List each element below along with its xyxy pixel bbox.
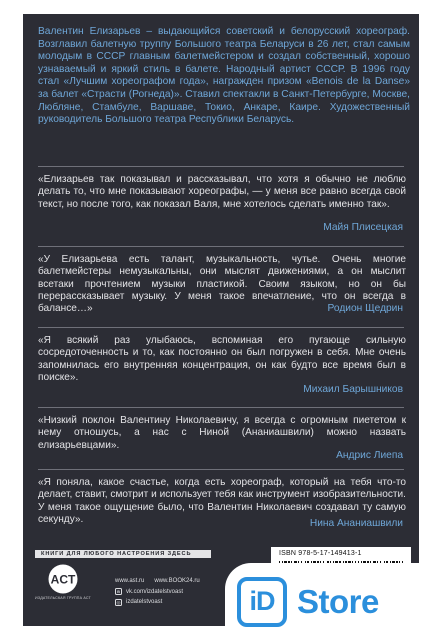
instagram-link[interactable]: izdatelstvoast [126, 599, 163, 605]
quote-author: Майя Плисецкая [323, 222, 403, 233]
logo-subtitle: ИЗДАТЕЛЬСКАЯ ГРУППА АСТ [35, 596, 91, 600]
quote-author: Нина Ананиашвили [309, 518, 403, 529]
store-watermark-badge [225, 563, 436, 640]
vk-link[interactable]: vk.com/izdatelstvoast [126, 588, 184, 595]
quote-author: Андрис Лиепа [336, 450, 403, 461]
vk-icon: в [115, 588, 122, 595]
isbn-number: ISBN 978-5-17-149413-1 [279, 550, 362, 557]
instagram-icon: ◎ [116, 599, 121, 605]
logo-text: ACT [50, 572, 76, 587]
divider [38, 407, 404, 408]
id-logo-icon [237, 577, 287, 627]
quote-text: «Елизарьев так показывал и рассказывал, что хотя я обычно не люблю делать то, что мне показывают хореографы, — у меня все равно всегда свой текст, но после того, как показал Валя, мне хотелось сделать именно так». [38, 174, 406, 210]
divider [38, 166, 404, 167]
publisher-links [115, 576, 200, 608]
quote-text: «Я поняла, какое счастье, когда есть хореограф, который на тебя что-то делает, ставит, смотрит и использует тебя как инструмент изобразительности. У меня такое ощущение было, что Валентин Николаевич создавал ту самую секунду». [38, 477, 406, 525]
quote-text: «У Елизарьева есть талант, музыкальность, чутье. Очень многие балетмейстеры немузыкальны, они мыслят движениями, а он мыслит всетаки прочтением музыки пластикой. Своим языком, но он бы перерассказывает музыку. У меня такое впечатление, что он всегда в балансе…» [38, 254, 406, 315]
quote-text: «Я всякий раз улыбаюсь, вспоминая его пугающе сильную сосредоточенность и то, как постоянно он был погружен в себя. Мне очень запомнилась его внутренняя концентрация, он как будто все время был в поиске». [38, 335, 406, 383]
quote-text: «Низкий поклон Валентину Николаевичу, я всегда с огромным пиететом к нему отношусь, а нас с Ниной (Ананиашвили) можно назвать елизарьевцами». [38, 415, 406, 451]
divider [38, 469, 404, 470]
book-back-cover [23, 14, 419, 626]
quote-author: Михаил Барышников [303, 384, 403, 395]
id-logo-text: iD [249, 586, 275, 616]
publisher-logo [35, 564, 91, 612]
author-bio: Валентин Елизарьев – выдающийся советский и белорусский хореограф. Возглавил балетную труппу Большого театра Беларуси в 26 лет, стал самым молодым в СССР главным балетмейстером и создал собственный, хорошо узнаваемый и яркий стиль в балете. Народный артист СССР. В 1996 году стал «Лучшим хореографом года», награжден призом «Benois de la Danse» за балет «Страсти (Рогнеда)». Ставил спектакли в Санкт-Петербурге, Москве, Любляне, Стамбуле, Варшаве, Токио, Анкаре, Каире. Художественный руководитель Большого театра Республики Беларусь. [38, 26, 410, 126]
divider [38, 246, 404, 247]
site-link[interactable]: www.BOOK24.ru [154, 578, 200, 584]
quote-author: Родион Щедрин [327, 303, 403, 314]
ast-logo-icon [47, 564, 79, 594]
publisher-tagline: КНИГИ ДЛЯ ЛЮБОГО НАСТРОЕНИЯ ЗДЕСЬ [35, 550, 211, 558]
store-logo-text: Store [297, 582, 379, 620]
divider [38, 327, 404, 328]
site-link[interactable]: www.ast.ru [115, 578, 145, 584]
